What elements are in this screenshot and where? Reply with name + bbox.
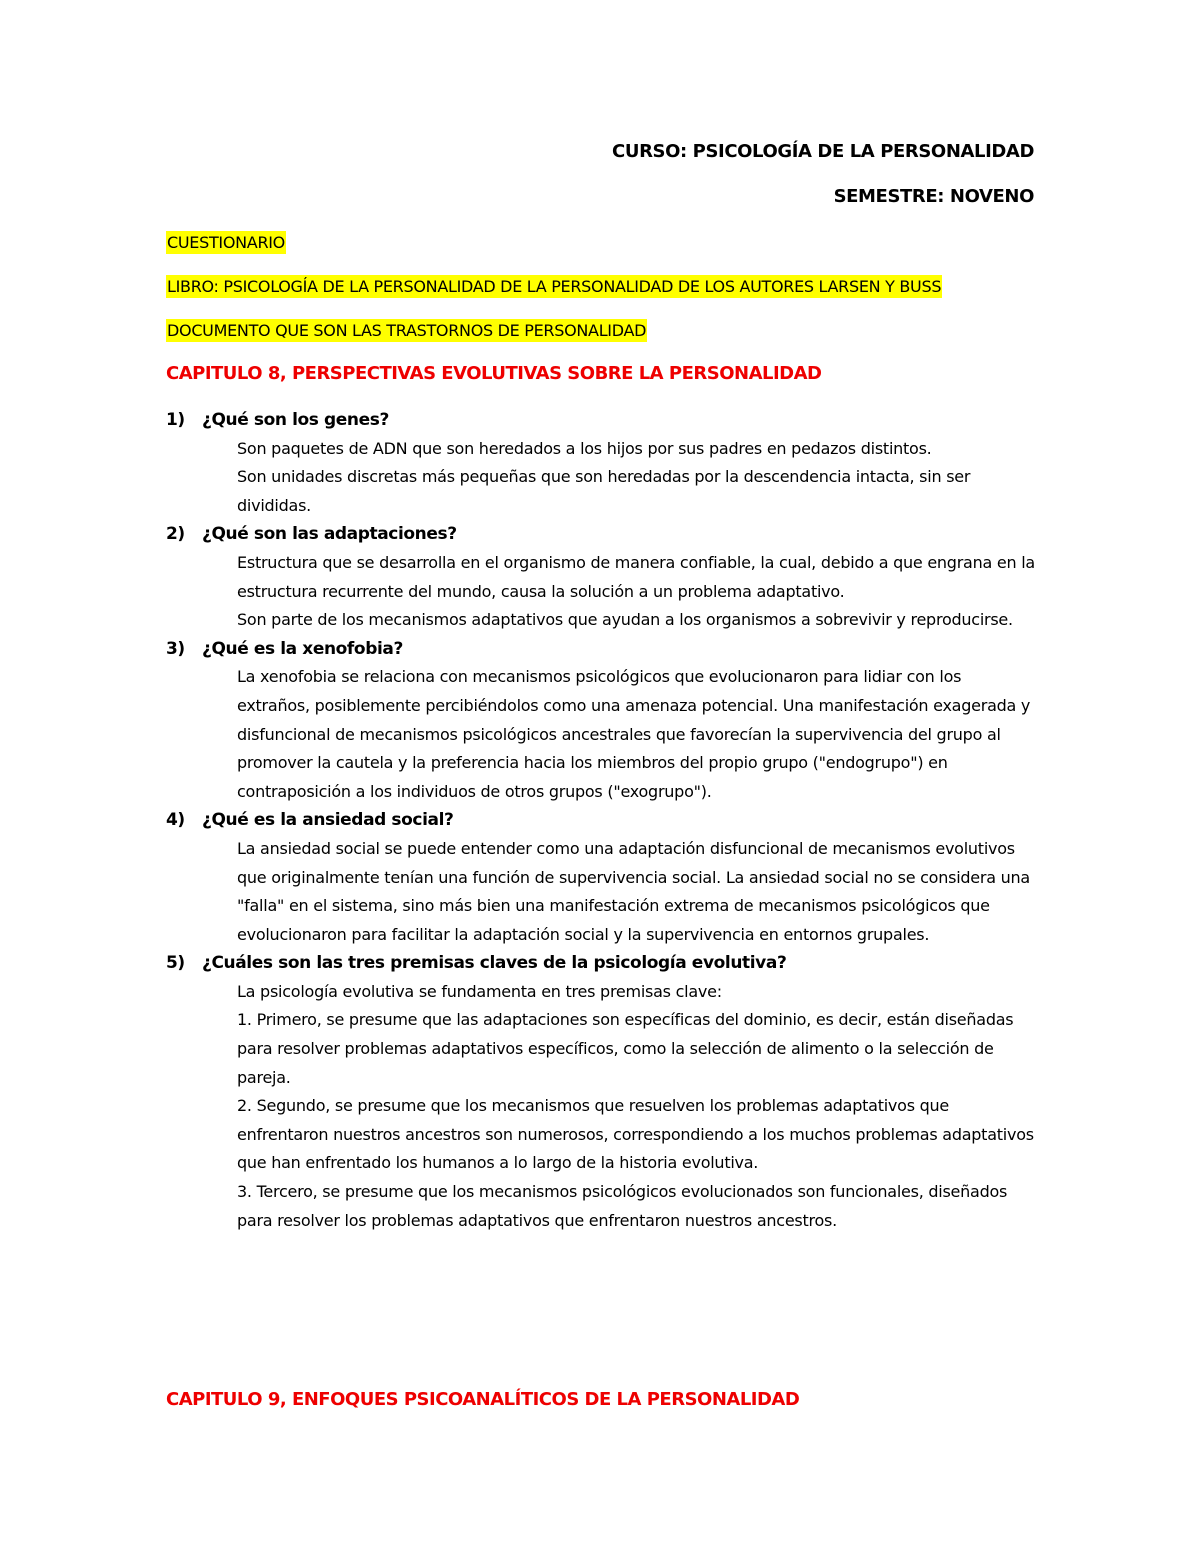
highlight-book: LIBRO: PSICOLOGÍA DE LA PERSONALIDAD DE LA PERSONALIDAD DE LOS AUTORES LARSEN Y BUSS — [167, 277, 942, 296]
chapter-9-title: CAPITULO 9, ENFOQUES PSICOANALÍTICOS DE LA PERSONALIDAD — [166, 1389, 800, 1410]
highlight-questionnaire: CUESTIONARIO — [167, 233, 285, 252]
answer — [237, 549, 1037, 635]
question-item — [166, 520, 1046, 634]
question-number: 4) — [166, 810, 185, 831]
answer-paragraph: Son paquetes de ADN que son heredados a los hijos por sus padres en pedazos distintos. — [237, 438, 932, 458]
question-title: ¿Cuáles son las tres premisas claves de la psicología evolutiva? — [202, 953, 787, 974]
question-number: 2) — [166, 524, 185, 545]
question-title: ¿Qué son las adaptaciones? — [202, 524, 457, 545]
answer-paragraph: 2. Segundo, se presume que los mecanismos que resuelven los problemas adaptativos que enfrentaron nuestros ancestros son numerosos, correspondiendo a los muchos problemas adaptativos que han enfrentado los humanos a lo largo de la historia evolutiva. — [237, 1096, 1034, 1173]
answer — [237, 835, 1037, 949]
question-number: 1) — [166, 410, 185, 430]
question-item — [166, 806, 1046, 949]
answer-paragraph: 3. Tercero, se presume que los mecanismos psicológicos evolucionados son funcionales, diseñados para resolver los problemas adaptativos que enfrentaron nuestros ancestros. — [237, 1182, 1008, 1230]
question-title: ¿Qué es la xenofobia? — [202, 638, 403, 659]
question-item — [166, 406, 1046, 520]
answer-paragraph: 1. Primero, se presume que las adaptaciones son específicas del dominio, es decir, están diseñadas para resolver problemas adaptativos específicos, como la selección de alimento o la selección de pareja. — [237, 1010, 1014, 1087]
question-number: 3) — [166, 638, 185, 659]
answer — [237, 663, 1037, 806]
question-item — [166, 949, 1046, 1235]
question-list — [166, 406, 1046, 1235]
answer — [237, 978, 1037, 1235]
question-number: 5) — [166, 953, 185, 974]
answer-paragraph: La ansiedad social se puede entender como una adaptación disfuncional de mecanismos evolutivos que originalmente tenían una función de supervivencia social. La ansiedad social no se considera una "falla" en el sistema, sino más bien una manifestación extrema de mecanismos psicológicos que evolucionaron para facilitar la adaptación social y la supervivencia en entornos grupales. — [237, 838, 1030, 944]
chapter-8-title: CAPITULO 8, PERSPECTIVAS EVOLUTIVAS SOBRE LA PERSONALIDAD — [166, 363, 822, 384]
answer-paragraph: La psicología evolutiva se fundamenta en tres premisas clave: — [237, 981, 722, 1001]
semester-title: SEMESTRE: NOVENO — [833, 186, 1034, 207]
answer — [237, 435, 1037, 521]
answer-paragraph: Estructura que se desarrolla en el organismo de manera confiable, la cual, debido a que engrana en la estructura recurrente del mundo, causa la solución a un problema adaptativo. — [237, 552, 1035, 601]
highlight-document: DOCUMENTO QUE SON LAS TRASTORNOS DE PERSONALIDAD — [167, 321, 647, 340]
answer-paragraph: Son unidades discretas más pequeñas que son heredadas por la descendencia intacta, sin ser divididas. — [237, 467, 971, 515]
answer-paragraph: La xenofobia se relaciona con mecanismos psicológicos que evolucionaron para lidiar con los extraños, posiblemente percibiéndolos como una amenaza potencial. Una manifestación exagerada y disfuncional de mecanismos psicológicos ancestrales que favorecían la supervivencia del grupo al promover la cautela y la preferencia hacia los miembros del propio grupo ("endogrupo") en contraposición a los individuos de otros grupos ("exogrupo"). — [237, 667, 1031, 801]
question-title: ¿Qué es la ansiedad social? — [202, 810, 454, 831]
question-title: ¿Qué son los genes? — [202, 410, 389, 430]
course-title: CURSO: PSICOLOGÍA DE LA PERSONALIDAD — [612, 141, 1034, 162]
answer-paragraph: Son parte de los mecanismos adaptativos que ayudan a los organismos a sobrevivir y reproducirse. — [237, 610, 1013, 630]
question-item — [166, 635, 1046, 807]
